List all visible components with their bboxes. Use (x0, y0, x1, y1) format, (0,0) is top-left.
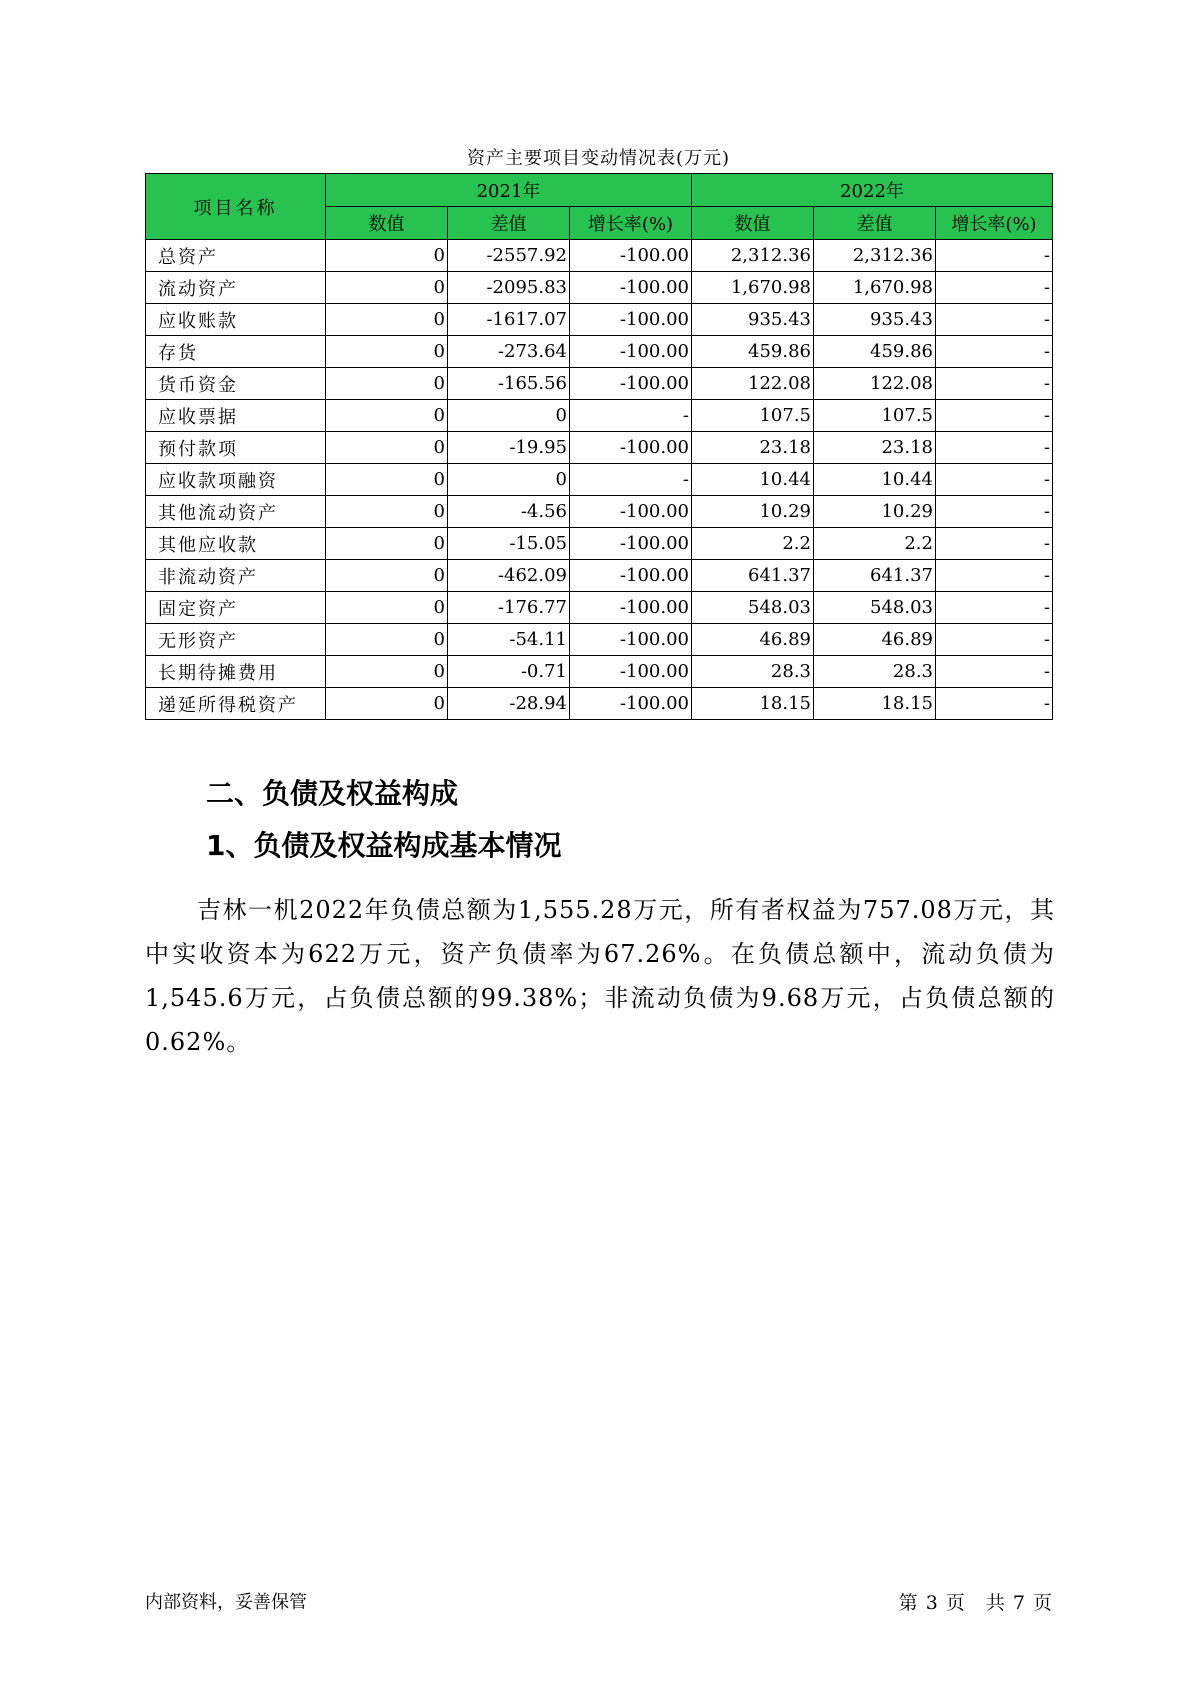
table-cell: -100.00 (570, 528, 692, 560)
table-cell: 0 (326, 592, 448, 624)
table-cell: -100.00 (570, 432, 692, 464)
table-cell: -2095.83 (448, 272, 570, 304)
section-subheading: 1、负债及权益构成基本情况 (206, 829, 562, 862)
table-cell: 0 (326, 240, 448, 272)
table-cell: - (936, 528, 1053, 560)
table-cell: -100.00 (570, 304, 692, 336)
table-cell: 0 (448, 400, 570, 432)
table-cell: 1,670.98 (814, 272, 936, 304)
table-cell: 23.18 (814, 432, 936, 464)
row-item-name: 固定资产 (146, 592, 326, 624)
table-cell: 2.2 (814, 528, 936, 560)
table-cell: 0 (326, 656, 448, 688)
table-cell: 0 (448, 464, 570, 496)
footer-page-number: 第 3 页 共 7 页 (898, 1592, 1053, 1614)
table-cell: 0 (326, 464, 448, 496)
table-body (146, 240, 1053, 720)
table-cell: 10.29 (814, 496, 936, 528)
footer-confidential-note: 内部资料，妥善保管 (145, 1592, 307, 1613)
table-row (146, 400, 1053, 432)
table-cell: 2,312.36 (814, 240, 936, 272)
table-cell: -100.00 (570, 592, 692, 624)
row-item-name: 应收票据 (146, 400, 326, 432)
table-cell: 0 (326, 528, 448, 560)
table-row (146, 624, 1053, 656)
header-item-name: 项目名称 (146, 174, 326, 240)
table-cell: 0 (326, 368, 448, 400)
row-item-name: 长期待摊费用 (146, 656, 326, 688)
row-item-name: 预付款项 (146, 432, 326, 464)
table-cell: 0 (326, 432, 448, 464)
table-cell: 107.5 (814, 400, 936, 432)
table-cell: 23.18 (692, 432, 814, 464)
table-cell: 46.89 (692, 624, 814, 656)
table-row (146, 592, 1053, 624)
table-cell: - (936, 304, 1053, 336)
asset-change-table (145, 173, 1053, 720)
table-cell: -100.00 (570, 496, 692, 528)
row-item-name: 存货 (146, 336, 326, 368)
subheader-diff: 差值 (814, 207, 936, 240)
table-cell: - (936, 240, 1053, 272)
table-cell: - (936, 272, 1053, 304)
table-cell: 2.2 (692, 528, 814, 560)
table-cell: - (936, 400, 1053, 432)
table-row (146, 528, 1053, 560)
table-cell: - (936, 368, 1053, 400)
row-item-name: 非流动资产 (146, 560, 326, 592)
table-cell: -100.00 (570, 240, 692, 272)
subheader-value: 数值 (692, 207, 814, 240)
table-cell: 10.44 (814, 464, 936, 496)
row-item-name: 货币资金 (146, 368, 326, 400)
table-cell: - (570, 464, 692, 496)
table-cell: - (570, 400, 692, 432)
table-cell: -15.05 (448, 528, 570, 560)
header-year-2022: 2022年 (692, 174, 1053, 207)
table-cell: -273.64 (448, 336, 570, 368)
table-cell: -100.00 (570, 336, 692, 368)
table-cell: - (936, 624, 1053, 656)
table-cell: 548.03 (692, 592, 814, 624)
table-row (146, 336, 1053, 368)
table-cell: -28.94 (448, 688, 570, 720)
table-cell: -100.00 (570, 688, 692, 720)
table-row (146, 368, 1053, 400)
table-cell: 10.44 (692, 464, 814, 496)
table-cell: 0 (326, 400, 448, 432)
table-cell: - (936, 560, 1053, 592)
table-row (146, 688, 1053, 720)
table-cell: 2,312.36 (692, 240, 814, 272)
table-row (146, 240, 1053, 272)
table-cell: 459.86 (692, 336, 814, 368)
row-item-name: 其他流动资产 (146, 496, 326, 528)
table-cell: -100.00 (570, 656, 692, 688)
table-cell: - (936, 656, 1053, 688)
table-cell: 28.3 (692, 656, 814, 688)
table-cell: 0 (326, 560, 448, 592)
table-cell: 0 (326, 496, 448, 528)
table-cell: - (936, 432, 1053, 464)
header-year-2021: 2021年 (326, 174, 692, 207)
table-cell: -100.00 (570, 624, 692, 656)
table-cell: - (936, 464, 1053, 496)
table-cell: -4.56 (448, 496, 570, 528)
table-cell: 0 (326, 688, 448, 720)
table-row (146, 304, 1053, 336)
body-paragraph: 吉林一机2022年负债总额为1,555.28万元，所有者权益为757.08万元，其中实收资本为622万元，资产负债率为67.26%。在负债总额中，流动负债为1,545.6万元，占负债总额的99.38%；非流动负债为9.68万元，占负债总额的0.62%。 (145, 896, 1055, 1056)
subheader-growth: 增长率(%) (570, 207, 692, 240)
table-cell: -100.00 (570, 272, 692, 304)
table-cell: 641.37 (692, 560, 814, 592)
table-cell: - (936, 336, 1053, 368)
table-cell: - (936, 592, 1053, 624)
table-row (146, 560, 1053, 592)
table-cell: 459.86 (814, 336, 936, 368)
table-cell: 28.3 (814, 656, 936, 688)
table-cell: 18.15 (692, 688, 814, 720)
row-item-name: 应收款项融资 (146, 464, 326, 496)
table-row (146, 272, 1053, 304)
table-cell: 1,670.98 (692, 272, 814, 304)
table-cell: 548.03 (814, 592, 936, 624)
table-cell: 107.5 (692, 400, 814, 432)
table-cell: 935.43 (692, 304, 814, 336)
table-cell: 641.37 (814, 560, 936, 592)
table-cell: -176.77 (448, 592, 570, 624)
table-cell: -1617.07 (448, 304, 570, 336)
table-cell: -100.00 (570, 560, 692, 592)
table-cell: 10.29 (692, 496, 814, 528)
section-heading: 二、负债及权益构成 (206, 777, 459, 810)
table-cell: 0 (326, 304, 448, 336)
table-cell: -2557.92 (448, 240, 570, 272)
table-cell: -165.56 (448, 368, 570, 400)
table-cell: -54.11 (448, 624, 570, 656)
row-item-name: 其他应收款 (146, 528, 326, 560)
subheader-diff: 差值 (448, 207, 570, 240)
table-row (146, 464, 1053, 496)
table-cell: -19.95 (448, 432, 570, 464)
table-cell: 18.15 (814, 688, 936, 720)
table-cell: -100.00 (570, 368, 692, 400)
row-item-name: 递延所得税资产 (146, 688, 326, 720)
subheader-value: 数值 (326, 207, 448, 240)
table-caption: 资产主要项目变动情况表(万元) (466, 148, 731, 169)
table-cell: 122.08 (814, 368, 936, 400)
table-cell: -0.71 (448, 656, 570, 688)
row-item-name: 无形资产 (146, 624, 326, 656)
table-cell: 46.89 (814, 624, 936, 656)
table-row (146, 656, 1053, 688)
table-cell: - (936, 688, 1053, 720)
row-item-name: 流动资产 (146, 272, 326, 304)
row-item-name: 应收账款 (146, 304, 326, 336)
table-cell: 0 (326, 336, 448, 368)
subheader-growth: 增长率(%) (936, 207, 1053, 240)
table-row (146, 496, 1053, 528)
table-cell: 122.08 (692, 368, 814, 400)
table-row (146, 432, 1053, 464)
row-item-name: 总资产 (146, 240, 326, 272)
table-cell: 935.43 (814, 304, 936, 336)
table-header-row (146, 174, 1053, 207)
table-cell: -462.09 (448, 560, 570, 592)
table-cell: - (936, 496, 1053, 528)
table-cell: 0 (326, 624, 448, 656)
table-cell: 0 (326, 272, 448, 304)
